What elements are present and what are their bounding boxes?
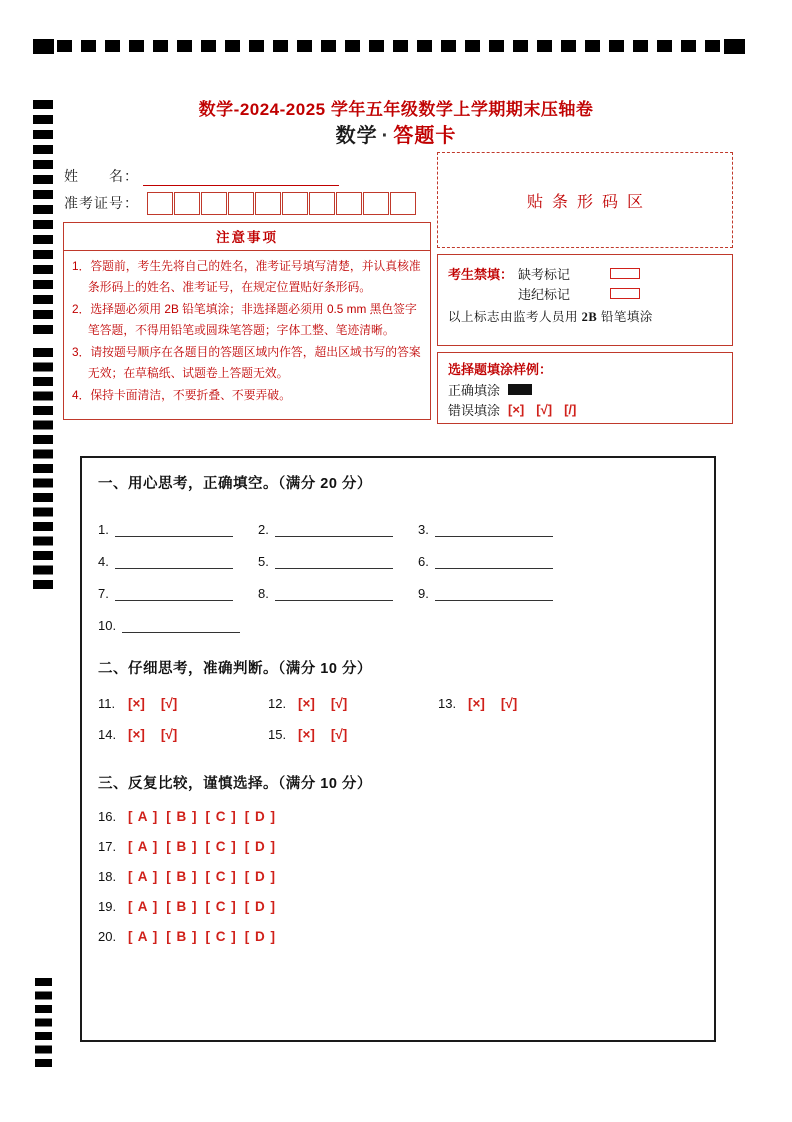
- fill-item-1: [98, 521, 258, 537]
- question-number: 7.: [98, 586, 109, 601]
- choice-option-c: [ C ]: [205, 898, 237, 914]
- answer-blank: [275, 585, 393, 601]
- question-number: 8.: [258, 586, 269, 601]
- invigilator-note-suffix: 铅笔填涂: [597, 310, 653, 324]
- name-row: [64, 162, 434, 186]
- fill-sample-title: 选择题填涂样例：: [448, 362, 553, 377]
- wrong-mark-check: [√]: [536, 401, 553, 417]
- choice-option-b: [ B ]: [166, 928, 198, 944]
- exam-id-cell: [282, 192, 308, 215]
- notice-box: [63, 222, 431, 420]
- notice-item: 4．保持卡面清洁，不要折叠、不要弄破。: [72, 387, 291, 402]
- answer-blank: [275, 553, 393, 569]
- answer-area: [80, 456, 716, 1042]
- fill-item-5: [258, 553, 418, 569]
- fill-item-4: [98, 553, 258, 569]
- invigilator-note-prefix: 以上标志由监考人员用: [448, 310, 582, 324]
- correct-fill-swatch: [508, 384, 532, 395]
- fill-item-10: [98, 617, 258, 633]
- judge-item-11: [98, 696, 268, 711]
- choice-option-a: [ A ]: [128, 898, 159, 914]
- exam-id-boxes: [147, 192, 417, 215]
- answer-blank: [115, 553, 233, 569]
- exam-id-cell: [147, 192, 173, 215]
- timing-mark-corner-left: [33, 39, 54, 54]
- choice-row-20: [98, 921, 698, 951]
- question-number: 4.: [98, 554, 109, 569]
- question-number: 11.: [98, 696, 116, 711]
- fill-item-3: [418, 521, 578, 537]
- choice-option-d: [ D ]: [244, 868, 276, 884]
- student-info: [64, 162, 434, 216]
- judge-item-12: [268, 696, 438, 711]
- question-number: 13.: [438, 696, 457, 711]
- choice-option-d: [ D ]: [244, 898, 276, 914]
- violation-mark-bubble: [610, 288, 640, 299]
- choice-option-d: [ D ]: [244, 838, 276, 854]
- notice-item: 2．选择题必须用 2B 铅笔填涂；非选择题必须用 0.5 mm 黑色签字笔答题，不得用铅笔或圆珠笔答题；字体工整、笔迹清晰。: [72, 301, 417, 337]
- choice-option-d: [ D ]: [244, 928, 276, 944]
- notice-title: 注意事项: [64, 223, 430, 251]
- answer-blank: [435, 521, 553, 537]
- fill-row: [98, 569, 698, 601]
- fill-row: [98, 505, 698, 537]
- question-number: 9.: [418, 586, 429, 601]
- judge-item-13: [438, 696, 608, 711]
- question-number: 17.: [98, 838, 117, 854]
- question-number: 20.: [98, 928, 117, 944]
- exam-id-cell: [201, 192, 227, 215]
- violation-mark-label: 违纪标记: [518, 286, 571, 302]
- choice-option-c: [ C ]: [205, 868, 237, 884]
- notice-item: 1．答题前，考生先将自己的姓名，准考证号填写清楚，并认真核准条形码上的姓名、准考证号，在规定位置贴好条形码。: [72, 259, 421, 294]
- judge-item-15: [268, 727, 438, 742]
- choice-row-16: [98, 801, 698, 831]
- question-number: 1.: [98, 522, 109, 537]
- question-number: 14.: [98, 727, 117, 742]
- question-number: 19.: [98, 898, 117, 914]
- judge-option-check: [√]: [330, 696, 348, 711]
- timing-marks-left-lower: [33, 348, 53, 589]
- exam-id-cell: [336, 192, 362, 215]
- absent-mark-label: 缺考标记: [518, 266, 571, 282]
- answer-blank: [435, 553, 553, 569]
- correct-fill-label: 正确填涂: [448, 382, 501, 398]
- timing-mark-strip-top: [57, 40, 721, 52]
- subtitle-separator: ·: [381, 125, 390, 147]
- judge-rows: [98, 688, 698, 750]
- exam-id-cell: [309, 192, 335, 215]
- notice-items: [64, 251, 430, 406]
- judge-row: [98, 719, 698, 750]
- wrong-fill-marks: [508, 402, 588, 417]
- answer-blank: [122, 617, 240, 633]
- invigilator-marks-box: [437, 254, 733, 346]
- name-label: 姓 名：: [64, 168, 139, 184]
- timing-mark-corner-right: [724, 39, 745, 54]
- wrong-mark-slash: [/]: [564, 401, 577, 417]
- fill-row: [98, 537, 698, 569]
- answer-blank: [275, 521, 393, 537]
- wrong-fill-row: [448, 399, 722, 419]
- fill-item-6: [418, 553, 578, 569]
- fill-sample-box: [437, 352, 733, 424]
- judge-option-cross: [×]: [128, 696, 145, 711]
- choice-row-17: [98, 831, 698, 861]
- absent-mark-row: [448, 263, 722, 283]
- fill-item-9: [418, 585, 578, 601]
- exam-id-cell: [174, 192, 200, 215]
- choice-option-c: [ C ]: [205, 838, 237, 854]
- question-number: 3.: [418, 522, 429, 537]
- section2-title: 二、仔细思考，准确判断。（满分 10 分）: [98, 661, 372, 677]
- choice-option-c: [ C ]: [205, 808, 237, 824]
- choice-option-c: [ C ]: [205, 928, 237, 944]
- wrong-mark-cross: [×]: [508, 401, 525, 417]
- question-number: 6.: [418, 554, 429, 569]
- invigilator-note: [448, 307, 722, 325]
- exam-id-label: 准考证号：: [64, 195, 139, 211]
- notice-item: 3．请按题号顺序在各题目的答题区域内作答，超出区域书写的答案无效；在草稿纸、试题卷上答题无效。: [72, 344, 421, 380]
- choice-row-19: [98, 891, 698, 921]
- question-number: 15.: [268, 727, 287, 742]
- exam-id-cell: [228, 192, 254, 215]
- choice-rows: [98, 801, 698, 951]
- judge-option-check: [√]: [330, 727, 348, 742]
- question-number: 16.: [98, 808, 117, 824]
- question-number: 2.: [258, 522, 269, 537]
- forbidden-label: 考生禁填：: [448, 266, 514, 282]
- question-number: 5.: [258, 554, 269, 569]
- fill-blank-rows: [98, 505, 698, 633]
- choice-option-b: [ B ]: [166, 898, 198, 914]
- answer-blank: [115, 585, 233, 601]
- judge-option-cross: [×]: [298, 727, 315, 742]
- exam-id-cell: [363, 192, 389, 215]
- exam-title: 数学-2024-2025 学年五年级数学上学期期末压轴卷: [198, 100, 594, 119]
- choice-option-a: [ A ]: [128, 928, 159, 944]
- absent-mark-bubble: [610, 268, 640, 279]
- wrong-fill-label: 错误填涂: [448, 402, 501, 418]
- fill-row: [98, 601, 698, 633]
- fill-item-8: [258, 585, 418, 601]
- barcode-area: [437, 152, 733, 248]
- choice-option-b: [ B ]: [166, 838, 198, 854]
- judge-option-check: [√]: [500, 696, 518, 711]
- choice-option-a: [ A ]: [128, 808, 159, 824]
- exam-id-cell: [390, 192, 416, 215]
- fill-item-7: [98, 585, 258, 601]
- judge-option-cross: [×]: [298, 696, 315, 711]
- choice-option-d: [ D ]: [244, 808, 276, 824]
- judge-option-check: [√]: [160, 696, 178, 711]
- answer-blank: [435, 585, 553, 601]
- sheet-subtitle: [0, 119, 792, 148]
- violation-mark-row: [448, 283, 722, 303]
- judge-row: [98, 688, 698, 719]
- section3-title: 三、反复比较，谨慎选择。（满分 10 分）: [98, 776, 372, 792]
- name-blank-line: [143, 168, 339, 186]
- timing-marks-bottom-left: [35, 978, 52, 1067]
- timing-marks-top: [33, 38, 745, 54]
- answer-blank: [115, 521, 233, 537]
- invigilator-note-2b: 2B: [581, 310, 598, 324]
- choice-option-a: [ A ]: [128, 838, 159, 854]
- question-number: 10.: [98, 618, 117, 633]
- exam-id-row: [64, 190, 434, 216]
- correct-fill-row: [448, 379, 722, 399]
- exam-id-cell: [255, 192, 281, 215]
- answer-card-label: 答题卡: [393, 125, 457, 147]
- judge-option-check: [√]: [160, 727, 178, 742]
- judge-option-cross: [×]: [128, 727, 145, 742]
- judge-item-14: [98, 727, 268, 742]
- choice-option-b: [ B ]: [166, 868, 198, 884]
- subject-name: 数学: [335, 125, 378, 147]
- choice-option-b: [ B ]: [166, 808, 198, 824]
- section1-title: 一、用心思考，正确填空。（满分 20 分）: [98, 476, 372, 492]
- question-number: 18.: [98, 868, 117, 884]
- question-number: 12.: [268, 696, 287, 711]
- barcode-area-label: 贴条形码区: [526, 193, 652, 211]
- judge-option-cross: [×]: [468, 696, 485, 711]
- choice-row-18: [98, 861, 698, 891]
- choice-option-a: [ A ]: [128, 868, 159, 884]
- fill-item-2: [258, 521, 418, 537]
